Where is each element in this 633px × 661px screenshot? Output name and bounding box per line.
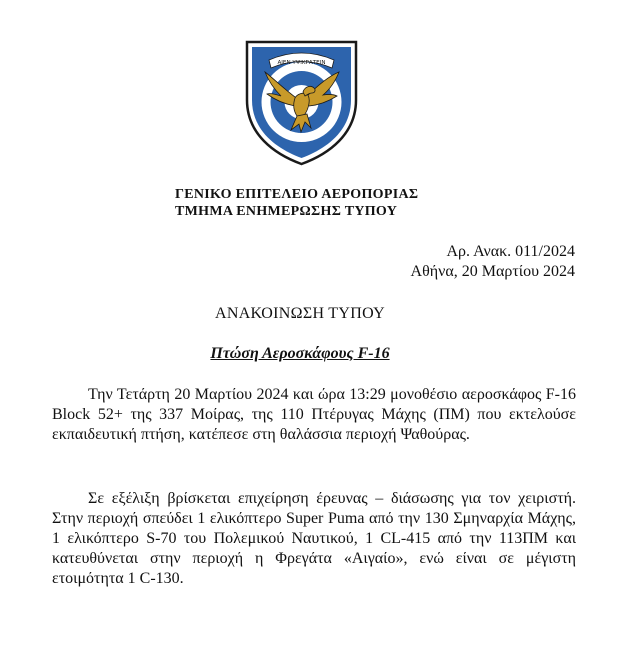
document-title: ΑΝΑΚΟΙΝΩΣΗ ΤΥΠΟΥ — [214, 305, 386, 322]
place-date: Αθήνα, 20 Μαρτίου 2024 — [410, 263, 575, 280]
document-subtitle: Πτώση Αεροσκάφους F-16 — [210, 345, 390, 362]
motto-text: ΑΙΕΝ ΥΨΙΚΡΑΤΕΙΝ — [277, 60, 326, 66]
reference-block — [411, 242, 575, 282]
reference-number: Αρ. Ανακ. 011/2024 — [446, 243, 575, 260]
body-paragraph-1: Την Τετάρτη 20 Μαρτίου 2024 και ώρα 13:29 μονοθέσιο αεροσκάφος F-16 Block 52+ της 337 Μοίρας, της 110 Πτέρυγας Μάχης (ΠΜ) που εκτελούσε εκπαιδευτική πτήση, κατέπεσε στη θαλάσσια περιοχή Ψαθούρας. — [52, 386, 576, 443]
org-name-line1: ΓΕΝΙΚΟ ΕΠΙΤΕΛΕΙΟ ΑΕΡΟΠΟΡΙΑΣ — [175, 187, 419, 202]
org-name-line2: ΤΜΗΜΑ ΕΝΗΜΕΡΩΣΗΣ ΤΥΠΟΥ — [175, 204, 398, 219]
organization-header — [175, 186, 418, 220]
body-paragraph-2: Σε εξέλιξη βρίσκεται επιχείρηση έρευνας – διάσωσης για τον χειριστή. Στην περιοχή σπεύδει 1 ελικόπτερο Super Puma από την 130 Σμηναρχία Μάχης, 1 ελικόπτερο S-70 του Πολεμικού Ναυτικού, 1 CL-415 από την 113ΠΜ και κατευθύνεται στην περιοχή η Φρεγάτα «Αιγαίο», ενώ είναι σε μέγιστη ετοιμότητα 1 C-130. — [52, 490, 576, 587]
air-force-emblem — [243, 38, 360, 168]
